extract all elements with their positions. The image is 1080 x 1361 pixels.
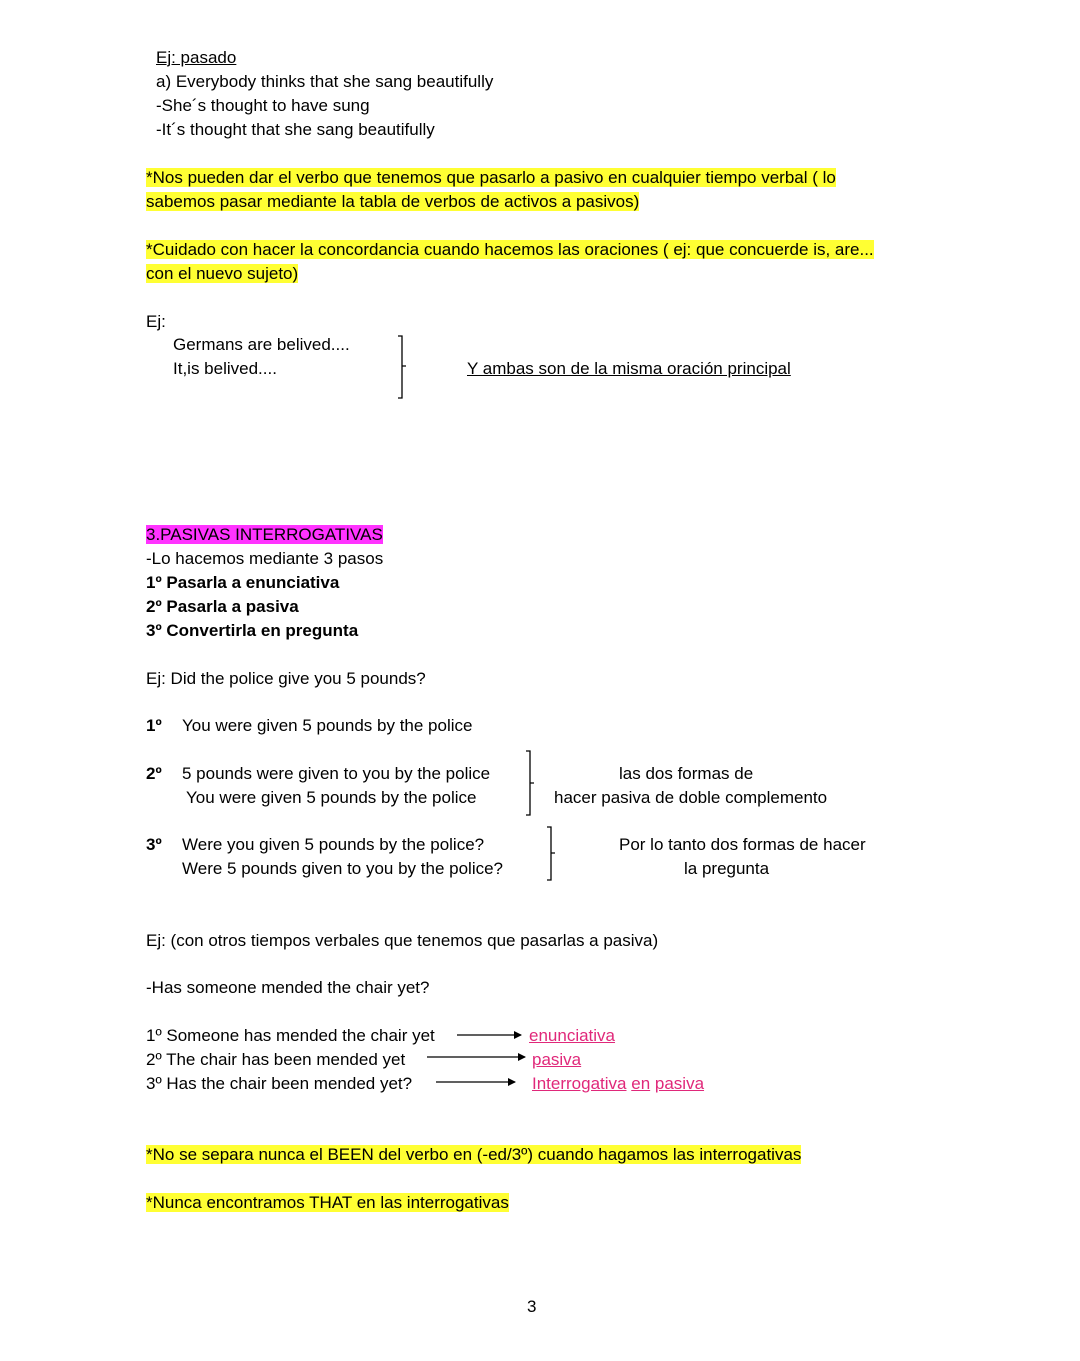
bracket-step3-icon [547,827,555,880]
section3-title-text: 3.PASIVAS INTERROGATIVAS [146,525,383,544]
example-past-heading: Ej: pasado [156,48,237,67]
note2-line1-text: *Cuidado con hacer la concordancia cuando hacemos las oraciones ( ej: que concuerde is, are... [146,240,874,259]
example3-step2-note-line1: las dos formas de [619,764,754,783]
example3-step3-note-line2: la pregunta [684,859,770,878]
example3-step1: You were given 5 pounds by the police [182,716,473,735]
example4-label-enunciativa: enunciativa [529,1026,616,1045]
section3-step-3: 3º Convertirla en pregunta [146,621,359,640]
example2-label: Ej: [146,312,166,331]
bracket-example2-icon [398,336,406,398]
section3-intro: -Lo hacemos mediante 3 pasos [146,549,384,568]
example2-line1: Germans are belived.... [173,335,350,354]
example3-step2-b: You were given 5 pounds by the police [186,788,477,807]
example4-step3: 3º Has the chair been mended yet? [146,1074,413,1093]
example3-step3-note-line1: Por lo tanto dos formas de hacer [619,835,866,854]
example-past-line-a: a) Everybody thinks that she sang beautifully [156,72,494,91]
page-number: 3 [527,1297,537,1316]
example3-step2-a: 5 pounds were given to you by the police [182,764,491,783]
section3-step-1: 1º Pasarla a enunciativa [146,573,340,592]
example-past-line-c: -It´s thought that she sang beautifully [156,120,435,139]
example4-heading: Ej: (con otros tiempos verbales que tenemos que pasarlas a pasiva) [146,931,659,950]
section3-step-2: 2º Pasarla a pasiva [146,597,299,616]
note4 [146,1191,509,1215]
example4-label-interrogativa-en-pasiva [532,1072,704,1096]
note3-text: *No se separa nunca el BEEN del verbo en (-ed/3º) cuando hagamos las interrogativas [146,1145,802,1164]
example4-step2: 2º The chair has been mended yet [146,1050,406,1069]
example3-step3-number: 3º [146,835,162,854]
example3-question: Ej: Did the police give you 5 pounds? [146,669,426,688]
note1-line1-text: *Nos pueden dar el verbo que tenemos que pasarlo a pasivo en cualquier tiempo verbal ( lo [146,168,836,187]
note1-line1 [146,166,836,190]
example4-label-pasiva: pasiva [532,1050,582,1069]
example4-label3-word3: pasiva [654,1074,705,1093]
example4-step1: 1º Someone has mended the chair yet [146,1026,435,1045]
example4-label3-word2: en [631,1074,651,1093]
example4-label3-word1: Interrogativa [532,1074,627,1093]
note1-line2 [146,190,639,214]
note2-line2-text: con el nuevo sujeto) [146,264,299,283]
example3-step1-number: 1º [146,716,162,735]
example4-question: -Has someone mended the chair yet? [146,978,430,997]
example-past-line-b: -She´s thought to have sung [156,96,370,115]
example3-step2-number: 2º [146,764,162,783]
bracket-step2-icon [526,751,534,815]
note2-line1 [146,238,874,262]
section3-title [146,523,383,547]
note4-text: *Nunca encontramos THAT en las interrogativas [146,1193,509,1212]
note2-line2 [146,262,298,286]
example2-comment: Y ambas son de la misma oración principal [467,359,791,378]
note1-line2-text: sabemos pasar mediante la tabla de verbos de activos a pasivos) [146,192,640,211]
example2-line2: It,is belived.... [173,359,277,378]
note3 [146,1143,801,1167]
example3-step3-b: Were 5 pounds given to you by the police? [182,859,504,878]
example3-step2-note-line2: hacer pasiva de doble complemento [554,788,828,807]
example3-step3-a: Were you given 5 pounds by the police? [182,835,485,854]
